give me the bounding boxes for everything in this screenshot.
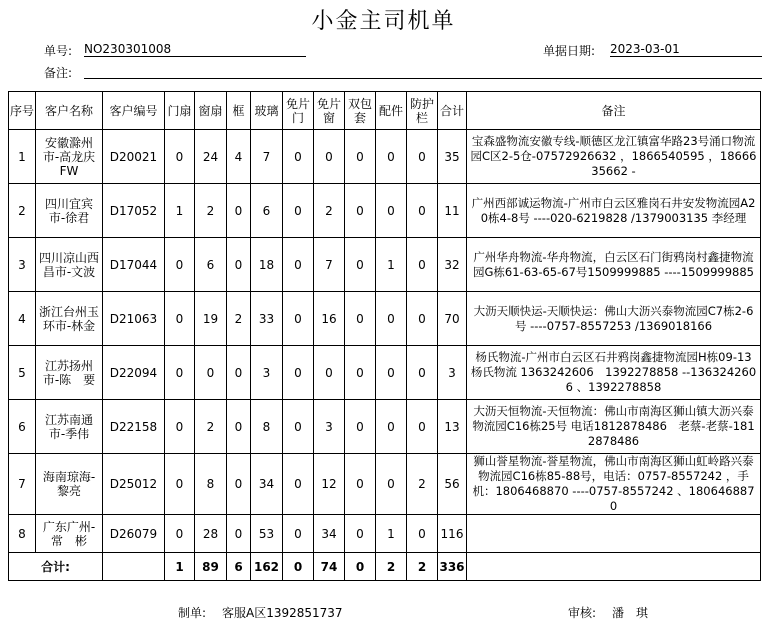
guardrail: 0	[407, 238, 438, 292]
totals-free-door: 0	[283, 553, 314, 581]
customer-code: D25012	[103, 454, 165, 515]
auditor-value: 潘 琪	[612, 606, 649, 620]
guardrail: 0	[407, 184, 438, 238]
window-leaf: 2	[195, 184, 227, 238]
row-total: 35	[438, 130, 467, 184]
col-header-parts: 配件	[376, 92, 407, 130]
row-no: 7	[9, 454, 36, 515]
free-window: 34	[314, 515, 345, 553]
free-window: 0	[314, 130, 345, 184]
free-window: 16	[314, 292, 345, 346]
totals-parts: 2	[376, 553, 407, 581]
row-no: 4	[9, 292, 36, 346]
table-row	[9, 400, 761, 454]
frame: 0	[227, 454, 251, 515]
customer-name: 广东广州-常 彬	[36, 515, 103, 553]
table-row	[9, 515, 761, 553]
date-label: 单据日期:	[543, 44, 596, 58]
window-leaf: 0	[195, 346, 227, 400]
date-field[interactable]: 2023-03-01	[610, 41, 762, 57]
free-door: 0	[283, 454, 314, 515]
free-window: 2	[314, 184, 345, 238]
col-header-frame: 框	[227, 92, 251, 130]
window-leaf: 2	[195, 400, 227, 454]
table-row	[9, 130, 761, 184]
glass: 7	[251, 130, 283, 184]
auditor-label: 审核:	[568, 606, 597, 620]
customer-name: 海南琼海-黎亮	[36, 454, 103, 515]
maker-label: 制单:	[178, 606, 207, 620]
totals-double: 0	[345, 553, 376, 581]
window-leaf: 28	[195, 515, 227, 553]
row-note: 杨氏物流-广州市白云区石井鸦岗鑫捷物流园H栋09-13 杨氏物流 1363242606 1392278858 --1363242606 、1392278858	[467, 346, 761, 400]
frame: 0	[227, 400, 251, 454]
glass: 3	[251, 346, 283, 400]
window-leaf: 24	[195, 130, 227, 184]
customer-name: 江苏南通市-季伟	[36, 400, 103, 454]
glass: 18	[251, 238, 283, 292]
free-window: 3	[314, 400, 345, 454]
free-door: 0	[283, 130, 314, 184]
col-header-door-leaf: 门扇	[165, 92, 195, 130]
door-leaf: 0	[165, 400, 195, 454]
row-no: 2	[9, 184, 36, 238]
free-door: 0	[283, 238, 314, 292]
guardrail: 0	[407, 346, 438, 400]
door-leaf: 0	[165, 515, 195, 553]
row-note: 宝森盛物流安徽专线-顺德区龙江镇富华路23号涌口物流园C区2-5仓-07572926632 ，1866540595 ，1866635662 -	[467, 130, 761, 184]
double-sleeve: 0	[345, 130, 376, 184]
row-total: 56	[438, 454, 467, 515]
col-header-glass: 玻璃	[251, 92, 283, 130]
row-note: 广州西部诚运物流-广州市白云区雅岗石井安发物流园A20栋4-8号 ----020-6219828 /1379003135 李经理	[467, 184, 761, 238]
door-leaf: 0	[165, 292, 195, 346]
table-row	[9, 292, 761, 346]
glass: 53	[251, 515, 283, 553]
row-total: 32	[438, 238, 467, 292]
glass: 33	[251, 292, 283, 346]
col-header-free-window: 免片窗	[314, 92, 345, 130]
row-total: 13	[438, 400, 467, 454]
glass: 6	[251, 184, 283, 238]
door-leaf: 0	[165, 238, 195, 292]
parts: 1	[376, 515, 407, 553]
parts: 0	[376, 454, 407, 515]
table-row	[9, 238, 761, 292]
totals-guard: 2	[407, 553, 438, 581]
free-door: 0	[283, 184, 314, 238]
row-no: 8	[9, 515, 36, 553]
totals-note-empty	[467, 553, 761, 581]
col-header-no: 序号	[9, 92, 36, 130]
double-sleeve: 0	[345, 454, 376, 515]
guardrail: 0	[407, 130, 438, 184]
door-leaf: 0	[165, 130, 195, 184]
door-leaf: 1	[165, 184, 195, 238]
row-note: 狮山誉星物流-誉星物流，佛山市南海区狮山虹岭路兴泰物流园C16栋85-88号，电话：0757-8557242 ，手机：1806468870 ----0757-8557242 、1806468870	[467, 454, 761, 515]
row-total: 70	[438, 292, 467, 346]
frame: 0	[227, 184, 251, 238]
customer-name: 浙江台州玉环市-林金	[36, 292, 103, 346]
row-no: 1	[9, 130, 36, 184]
row-total: 3	[438, 346, 467, 400]
double-sleeve: 0	[345, 515, 376, 553]
free-window: 0	[314, 346, 345, 400]
col-header-double-sleeve: 双包套	[345, 92, 376, 130]
totals-row	[9, 553, 761, 581]
row-total: 11	[438, 184, 467, 238]
frame: 0	[227, 238, 251, 292]
guardrail: 0	[407, 515, 438, 553]
parts: 0	[376, 292, 407, 346]
order-no-label: 单号:	[44, 44, 73, 58]
totals-total: 336	[438, 553, 467, 581]
double-sleeve: 0	[345, 346, 376, 400]
order-no-field[interactable]: NO230301008	[84, 41, 306, 57]
frame: 0	[227, 515, 251, 553]
door-leaf: 0	[165, 346, 195, 400]
col-header-customer-code: 客户编号	[103, 92, 165, 130]
window-leaf: 8	[195, 454, 227, 515]
free-door: 0	[283, 515, 314, 553]
double-sleeve: 0	[345, 400, 376, 454]
table-header-row	[9, 92, 761, 130]
double-sleeve: 0	[345, 184, 376, 238]
double-sleeve: 0	[345, 292, 376, 346]
totals-empty-cell	[103, 553, 165, 581]
window-leaf: 19	[195, 292, 227, 346]
parts: 0	[376, 184, 407, 238]
window-leaf: 6	[195, 238, 227, 292]
table-row	[9, 454, 761, 515]
row-note: 大沥天顺快运-天顺快运：佛山大沥兴泰物流园C7栋2-6号 ----0757-8557253 /1369018166	[467, 292, 761, 346]
document-title: 小金主司机单	[311, 9, 456, 34]
totals-frame: 6	[227, 553, 251, 581]
row-total: 116	[438, 515, 467, 553]
remark-label: 备注:	[44, 66, 73, 80]
totals-glass: 162	[251, 553, 283, 581]
row-note: 大沥天恒物流-天恒物流：佛山市南海区狮山镇大沥兴泰物流园C16栋25号 电话1812878486 老蔡-老蔡-1812878486	[467, 400, 761, 454]
col-header-guardrail: 防护栏	[407, 92, 438, 130]
col-header-window-leaf: 窗扇	[195, 92, 227, 130]
parts: 1	[376, 238, 407, 292]
totals-door: 1	[165, 553, 195, 581]
col-header-free-door: 免片门	[283, 92, 314, 130]
row-no: 6	[9, 400, 36, 454]
customer-name: 四川宜宾市-徐君	[36, 184, 103, 238]
remark-field[interactable]	[84, 63, 762, 79]
totals-free-window: 74	[314, 553, 345, 581]
glass: 8	[251, 400, 283, 454]
free-door: 0	[283, 400, 314, 454]
customer-code: D21063	[103, 292, 165, 346]
parts: 0	[376, 130, 407, 184]
parts: 0	[376, 400, 407, 454]
glass: 34	[251, 454, 283, 515]
row-no: 5	[9, 346, 36, 400]
col-header-note: 备注	[467, 92, 761, 130]
free-door: 0	[283, 346, 314, 400]
customer-name: 江苏扬州市-陈 要	[36, 346, 103, 400]
free-window: 7	[314, 238, 345, 292]
customer-code: D26079	[103, 515, 165, 553]
guardrail: 0	[407, 292, 438, 346]
table-row	[9, 184, 761, 238]
door-leaf: 0	[165, 454, 195, 515]
customer-code: D22158	[103, 400, 165, 454]
parts: 0	[376, 346, 407, 400]
customer-code: D20021	[103, 130, 165, 184]
free-window: 12	[314, 454, 345, 515]
row-note	[467, 515, 761, 553]
totals-label: 合计:	[9, 553, 103, 581]
guardrail: 0	[407, 400, 438, 454]
frame: 4	[227, 130, 251, 184]
customer-code: D17052	[103, 184, 165, 238]
guardrail: 2	[407, 454, 438, 515]
maker-value: 客服A区1392851737	[222, 606, 343, 620]
customer-code: D17044	[103, 238, 165, 292]
frame: 0	[227, 346, 251, 400]
free-door: 0	[283, 292, 314, 346]
row-note: 广州华舟物流-华舟物流，白云区石门街鸦岗村鑫捷物流园G栋61-63-65-67号1509999885 ----1509999885	[467, 238, 761, 292]
table-row	[9, 346, 761, 400]
row-no: 3	[9, 238, 36, 292]
customer-code: D22094	[103, 346, 165, 400]
totals-window: 89	[195, 553, 227, 581]
customer-name: 安徽滁州市-高龙庆FW	[36, 130, 103, 184]
col-header-total: 合计	[438, 92, 467, 130]
double-sleeve: 0	[345, 238, 376, 292]
col-header-customer-name: 客户名称	[36, 92, 103, 130]
frame: 2	[227, 292, 251, 346]
customer-name: 四川凉山西昌市-文波	[36, 238, 103, 292]
driver-order-table	[8, 91, 761, 581]
